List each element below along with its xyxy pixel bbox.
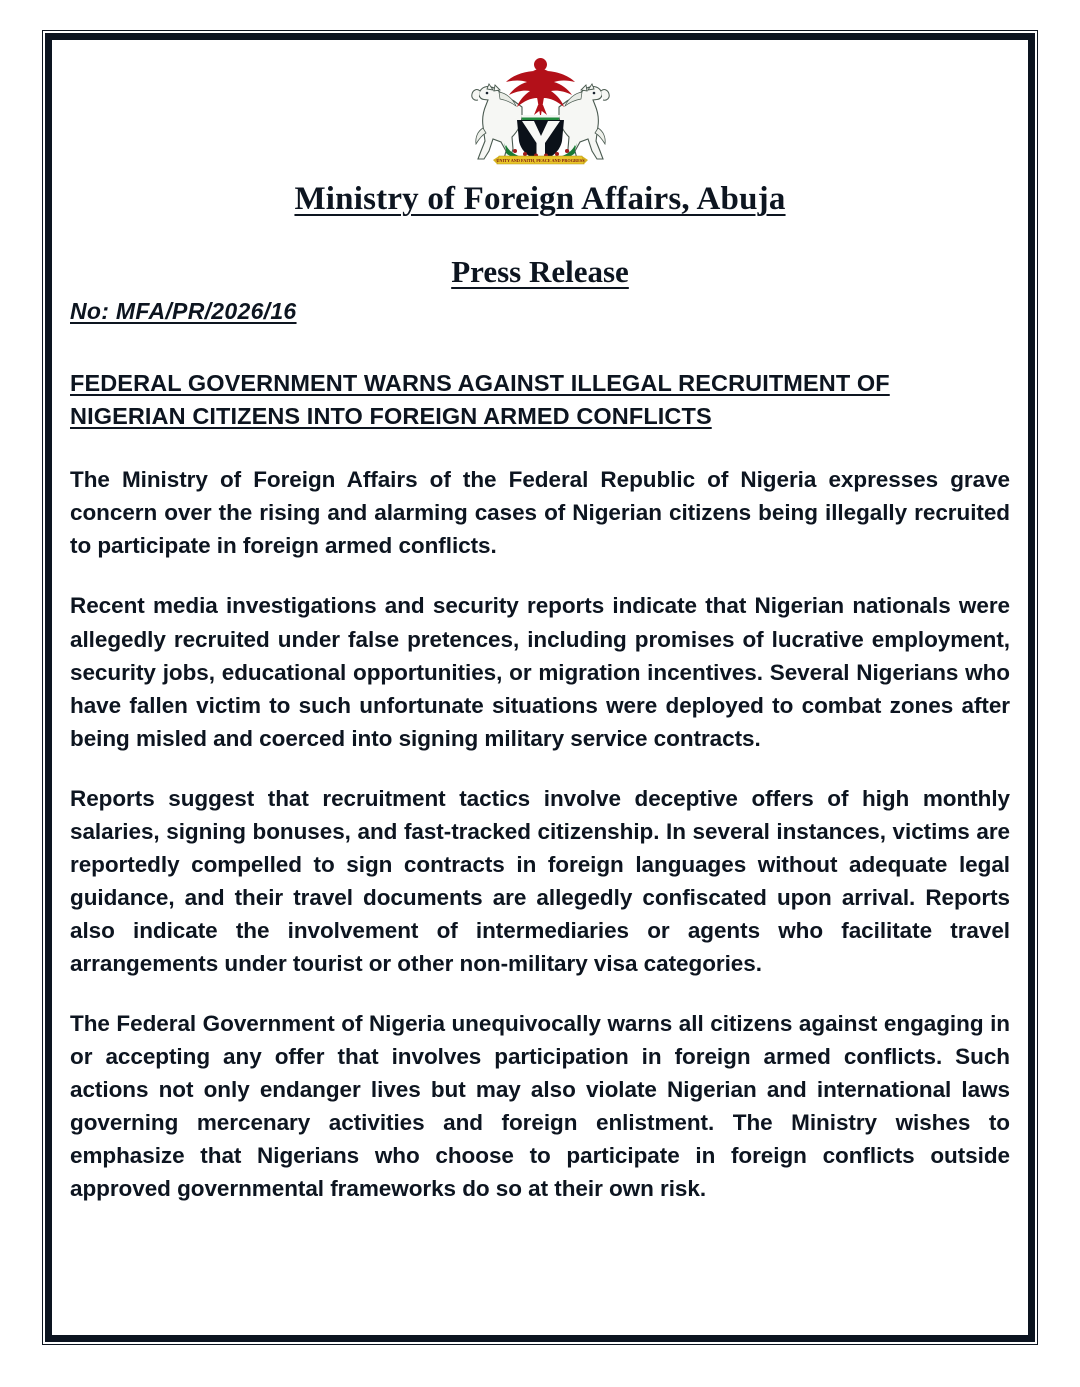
paragraph: The Federal Government of Nigeria unequivocally warns all citizens against engaging in or accepting any offer that involves participation in foreign armed conflicts. Such actions not only endanger lives but may also violate Nigerian and international laws governing mercenary activities and foreign enlistment. The Ministry wishes to emphasize that Nigerians who choose to participate in foreign conflicts outside approved governmental frameworks do so at their own risk. <box>70 1011 1010 1202</box>
reference-number-text: No: MFA/PR/2026/16 <box>70 297 297 324</box>
paragraph: Reports suggest that recruitment tactics involve deceptive offers of high monthly salaries, signing bonuses, and fast-tracked citizenship. In several instances, victims are reportedly compelled to sign contracts in foreign languages without adequate legal guidance, and their travel documents are allegedly confiscated upon arrival. Reports also indicate the involvement of intermediaries or agents who facilitate travel arrangements under tourist or other non-military visa categories. <box>70 785 1010 977</box>
document-type-text: Press Release <box>451 253 629 289</box>
press-release-body <box>70 463 1010 1205</box>
document-type-heading <box>70 254 1010 290</box>
press-release-headline <box>70 367 1010 434</box>
page-title <box>70 181 1010 219</box>
paragraph: The Ministry of Foreign Affairs of the Federal Republic of Nigeria expresses grave concern over the rising and alarming cases of Nigerian citizens being illegally recruited to participate in foreign armed conflicts. <box>70 467 1010 559</box>
reference-number <box>70 298 1010 325</box>
svg-text:UNITY AND FAITH, PEACE AND PRO: UNITY AND FAITH, PEACE AND PROGRESS <box>495 158 585 163</box>
page-title-text: Ministry of Foreign Affairs, Abuja <box>294 181 786 217</box>
paragraph: Recent media investigations and security reports indicate that Nigerian nationals were allegedly recruited under false pretences, including promises of lucrative employment, security jobs, educational opportunities, or migration incentives. Several Nigerians who have fallen victim to such unfortunate situations were deployed to combat zones after being misled and coerced into signing military service contracts. <box>70 593 1010 751</box>
headline-text: FEDERAL GOVERNMENT WARNS AGAINST ILLEGAL RECRUITMENT OF NIGERIAN CITIZENS INTO FOREIGN ARMED CONFLICTS <box>70 369 890 429</box>
motto-banner <box>493 156 588 164</box>
emblem-container <box>70 45 1010 171</box>
document-content <box>70 45 1010 1330</box>
nigeria-coat-of-arms-icon <box>458 53 623 165</box>
